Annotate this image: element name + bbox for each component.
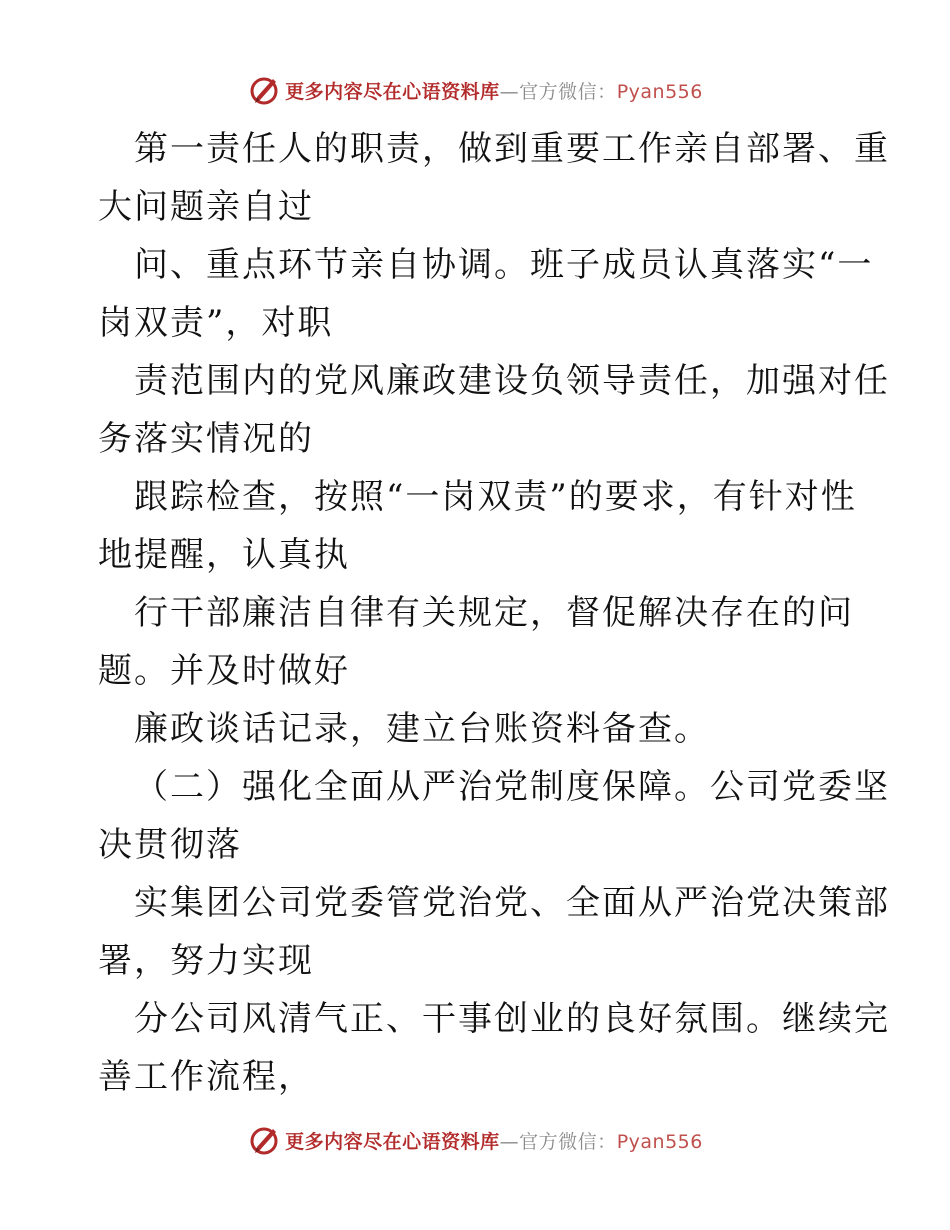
watermark-text	[285, 1127, 703, 1154]
watermark-header	[0, 70, 950, 110]
brand-text: 更多内容尽在心语资料库	[285, 1130, 500, 1153]
watermark-text	[285, 77, 703, 104]
wechat-label: 官方微信：	[519, 1130, 617, 1153]
wechat-label: 官方微信：	[519, 80, 617, 103]
text-line: 廉政谈话记录，建立台账资料备查。	[134, 709, 710, 749]
brand-text: 更多内容尽在心语资料库	[285, 80, 500, 103]
text-line: 实集团公司党委管党治党、全面从严治党决策部	[134, 883, 890, 923]
wechat-id: Pyan556	[616, 80, 703, 103]
watermark-footer	[0, 1120, 950, 1160]
text-line: 署，努力实现	[98, 941, 314, 981]
separator: —	[499, 80, 520, 103]
text-line: 责范围内的党风廉政建设负领导责任，加强对任	[134, 361, 890, 401]
text-line: （二）强化全面从严治党制度保障。公司党委坚	[134, 767, 890, 807]
text-line: 善工作流程，	[98, 1057, 314, 1097]
text-line: 务落实情况的	[98, 419, 314, 459]
text-line: 题。并及时做好	[98, 651, 350, 691]
separator: —	[499, 1130, 520, 1153]
text-line: 岗双责”，对职	[98, 303, 334, 343]
text-line: 决贯彻落	[98, 825, 242, 865]
document-body	[98, 120, 890, 1106]
text-line: 问、重点环节亲自协调。班子成员认真落实“一	[134, 245, 874, 285]
text-line: 分公司风清气正、干事创业的良好氛围。继续完	[134, 999, 890, 1039]
pen-in-circle-icon	[247, 73, 281, 107]
text-line: 跟踪检查，按照“一岗双责”的要求，有针对性	[134, 477, 857, 517]
text-line: 行干部廉洁自律有关规定，督促解决存在的问	[134, 593, 854, 633]
text-line: 第一责任人的职责，做到重要工作亲自部署、重	[134, 129, 890, 169]
text-line: 地提醒，认真执	[98, 535, 350, 575]
wechat-id: Pyan556	[616, 1130, 703, 1153]
pen-in-circle-icon	[247, 1123, 281, 1157]
text-line: 大问题亲自过	[98, 187, 314, 227]
